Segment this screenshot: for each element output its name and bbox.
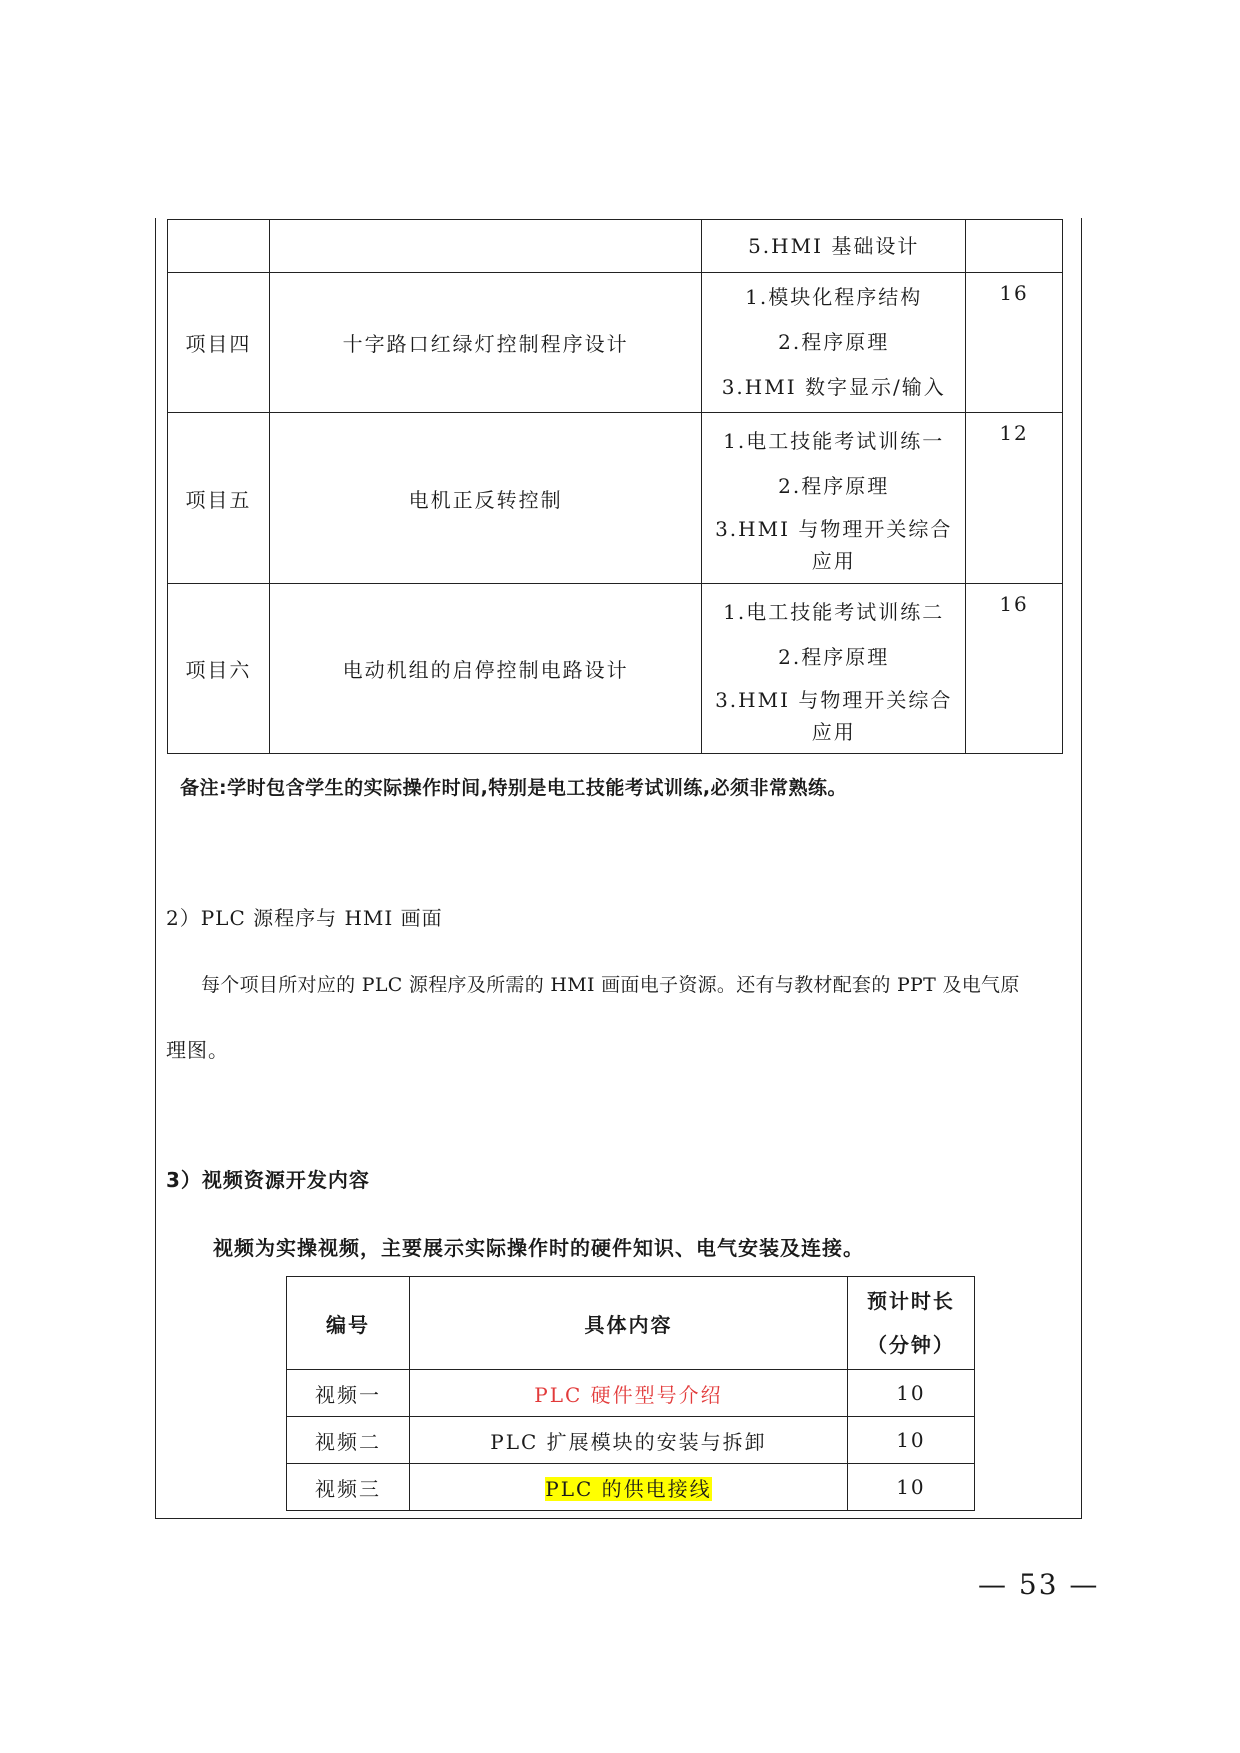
item-line: 3.HMI 与物理开关综合应用 <box>715 687 953 744</box>
items-cell <box>702 584 966 754</box>
page-number: — 53 — <box>978 1568 1100 1601</box>
hours-cell: 16 <box>966 584 1063 754</box>
hours-cell: 16 <box>966 273 1063 413</box>
header-duration-line-1: 预计时长 <box>866 1289 955 1313</box>
table-row <box>168 273 1063 413</box>
item-line: 5.HMI 基础设计 <box>748 233 920 258</box>
section-3-heading: 3）视频资源开发内容 <box>166 1168 370 1192</box>
video-duration-cell: 10 <box>847 1464 974 1511</box>
course-project-table <box>167 219 1063 754</box>
video-content-cell <box>410 1464 848 1511</box>
section-2-paragraph-line-1: 每个项目所对应的 PLC 源程序及所需的 HMI 画面电子资源。还有与教材配套的 PPT 及电气原 <box>201 974 1020 996</box>
table-header-row <box>287 1277 975 1370</box>
video-content-cell: PLC 扩展模块的安装与拆卸 <box>410 1417 848 1464</box>
items-cell <box>702 273 966 413</box>
table-row <box>287 1464 975 1511</box>
item-line: 1.模块化程序结构 <box>745 285 923 309</box>
items-cell <box>702 413 966 584</box>
table-note: 备注:学时包含学生的实际操作时间,特别是电工技能考试训练,必须非常熟练。 <box>180 777 848 799</box>
table-row <box>168 220 1063 273</box>
table-row <box>287 1417 975 1464</box>
content-cell: 十字路口红绿灯控制程序设计 <box>269 273 701 413</box>
section-3-intro: 视频为实操视频，主要展示实际操作时的硬件知识、电气安装及连接。 <box>213 1236 864 1260</box>
video-duration-cell: 10 <box>847 1370 974 1417</box>
highlighted-text: PLC 的供电接线 <box>545 1476 712 1501</box>
hours-cell <box>966 220 1063 273</box>
table-row <box>287 1370 975 1417</box>
header-duration-line-2: （分钟） <box>866 1333 955 1357</box>
project-cell: 项目四 <box>168 273 270 413</box>
item-line: 2.程序原理 <box>778 644 890 669</box>
project-cell <box>168 220 270 273</box>
content-cell <box>269 220 701 273</box>
section-2-heading: 2）PLC 源程序与 HMI 画面 <box>166 906 443 930</box>
hours-cell: 12 <box>966 413 1063 584</box>
item-line: 3.HMI 数字显示/输入 <box>721 375 946 399</box>
video-duration-cell: 10 <box>847 1417 974 1464</box>
video-id-cell: 视频二 <box>287 1417 410 1464</box>
item-line: 1.电工技能考试训练二 <box>723 599 945 624</box>
content-cell: 电机正反转控制 <box>269 413 701 584</box>
table-row <box>168 413 1063 584</box>
header-duration <box>847 1277 974 1370</box>
table-row <box>168 584 1063 754</box>
header-content: 具体内容 <box>410 1277 848 1370</box>
video-id-cell: 视频一 <box>287 1370 410 1417</box>
content-cell: 电动机组的启停控制电路设计 <box>269 584 701 754</box>
item-line: 3.HMI 与物理开关综合应用 <box>715 517 953 573</box>
item-line: 1.电工技能考试训练一 <box>723 429 945 453</box>
video-resource-table <box>286 1276 975 1511</box>
section-2-paragraph-line-2: 理图。 <box>166 1038 229 1062</box>
item-line: 2.程序原理 <box>778 330 890 354</box>
item-line: 2.程序原理 <box>778 474 890 498</box>
project-cell: 项目五 <box>168 413 270 584</box>
video-id-cell: 视频三 <box>287 1464 410 1511</box>
project-cell: 项目六 <box>168 584 270 754</box>
video-content-cell: PLC 硬件型号介绍 <box>410 1370 848 1417</box>
header-id: 编号 <box>287 1277 410 1370</box>
items-cell <box>702 220 966 273</box>
